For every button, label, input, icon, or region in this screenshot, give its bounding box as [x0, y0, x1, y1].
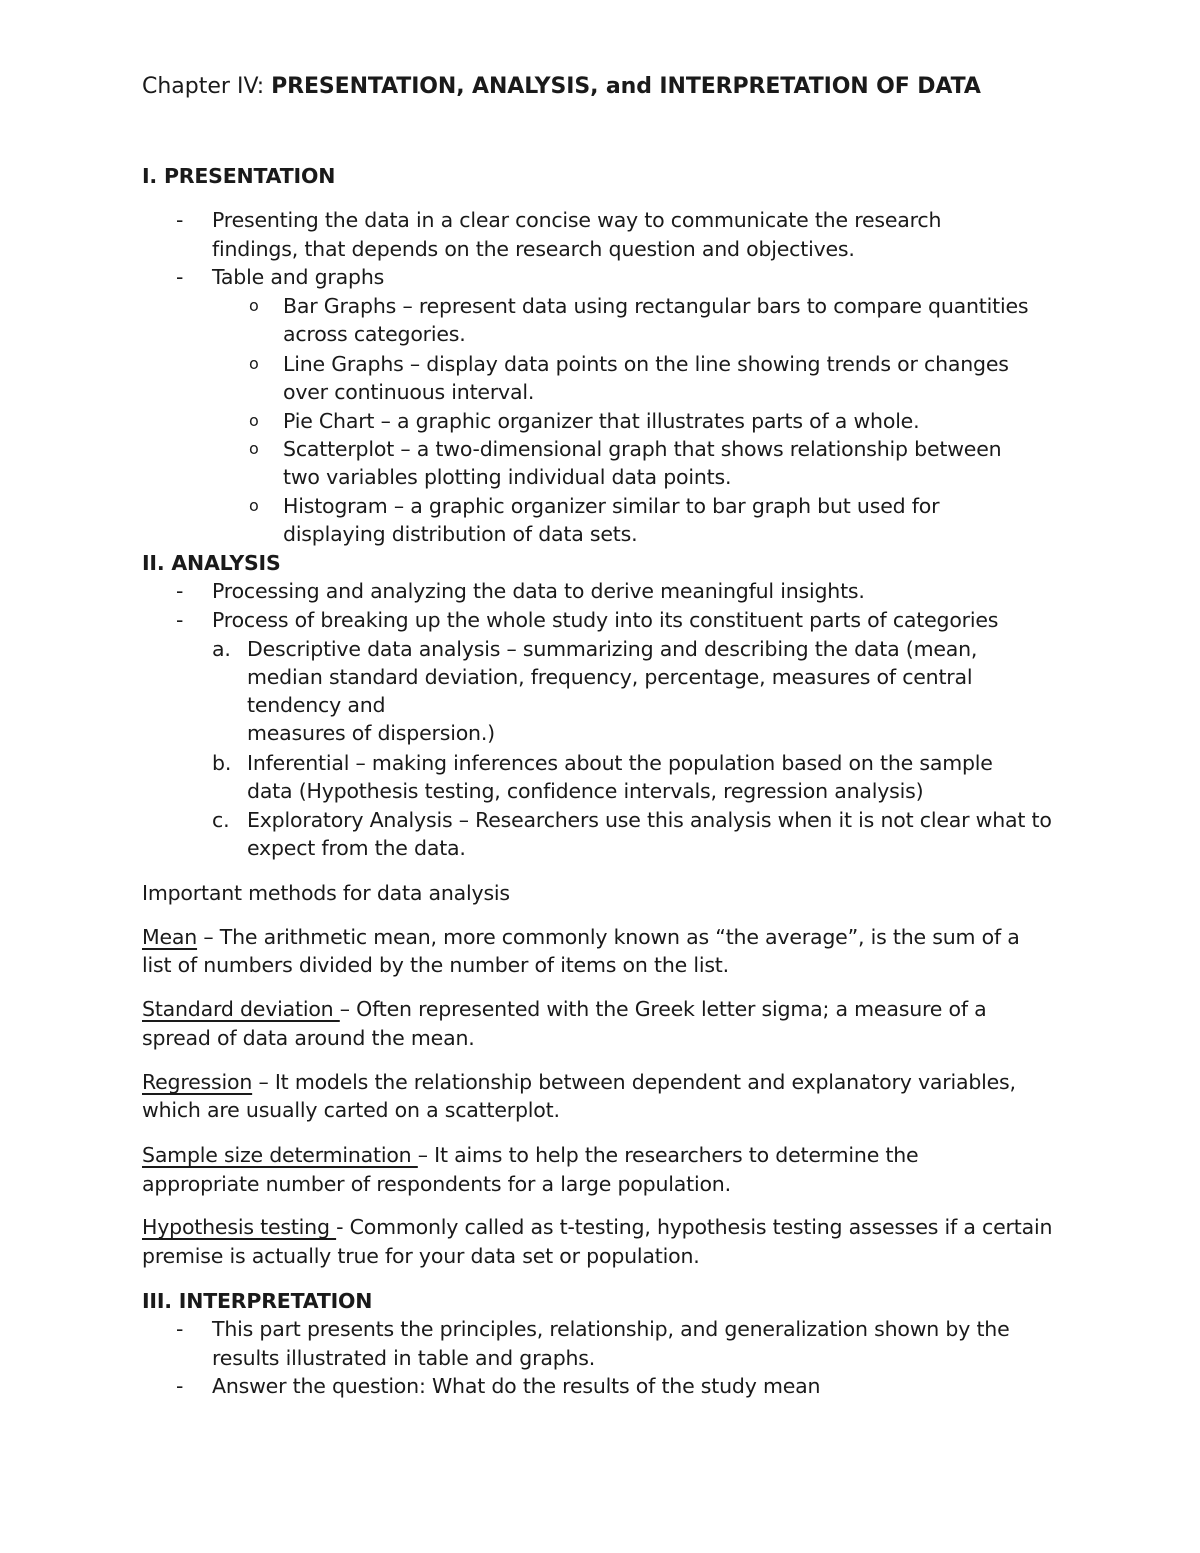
sample-size-definition: – It aims to help the researchers to determine the: [417, 1143, 919, 1167]
mean-line-2: list of numbers divided by the number of items on the list.: [142, 953, 729, 977]
dash-bullet: -: [176, 1374, 184, 1398]
sample-size-line-2: appropriate number of respondents for a large population.: [142, 1172, 731, 1196]
dash-bullet: -: [176, 1317, 184, 1341]
hypothesis-line-1: [142, 1213, 1052, 1241]
interpretation-bullet-2: Answer the question: What do the results of the study mean: [212, 1374, 821, 1398]
page-title: [142, 72, 981, 102]
descriptive-line-1: Descriptive data analysis – summarizing and describing the data (mean,: [247, 637, 978, 661]
bar-graphs-line-2: across categories.: [283, 322, 466, 346]
histogram-line-1: Histogram – a graphic organizer similar to bar graph but used for: [283, 494, 940, 518]
sd-definition: – Often represented with the Greek letter sigma; a measure of a: [339, 997, 987, 1021]
pie-chart-line: Pie Chart – a graphic organizer that illustrates parts of a whole.: [283, 409, 920, 433]
regression-definition: – It models the relationship between dependent and explanatory variables,: [252, 1070, 1016, 1094]
sd-line-1: [142, 995, 987, 1023]
presentation-bullet-1-line-2: findings, that depends on the research question and objectives.: [212, 237, 855, 261]
sd-term: Standard deviation: [142, 997, 340, 1021]
hypothesis-line-2: premise is actually true for your data set or population.: [142, 1244, 700, 1268]
title-bold: PRESENTATION, ANALYSIS, and INTERPRETATION OF DATA: [271, 74, 981, 99]
presentation-bullet-1-line-1: Presenting the data in a clear concise way to communicate the research: [212, 208, 942, 232]
regression-line-1: [142, 1068, 1016, 1096]
mean-line-1: [142, 923, 1020, 951]
hypothesis-definition: - Commonly called as t-testing, hypothesis testing assesses if a certain: [336, 1215, 1053, 1239]
dash-bullet: -: [176, 579, 184, 603]
section-heading-presentation: I. PRESENTATION: [142, 164, 336, 188]
presentation-bullet-2: Table and graphs: [212, 265, 385, 289]
inferential-line-1: Inferential – making inferences about the population based on the sample: [247, 751, 993, 775]
descriptive-line-4: measures of dispersion.): [247, 721, 495, 745]
dash-bullet: -: [176, 208, 184, 232]
circle-bullet: o: [249, 496, 259, 515]
title-lead: Chapter IV:: [142, 74, 272, 99]
hypothesis-term: Hypothesis testing: [142, 1215, 337, 1239]
methods-intro: Important methods for data analysis: [142, 881, 510, 905]
analysis-bullet-1: Processing and analyzing the data to derive meaningful insights.: [212, 579, 865, 603]
circle-bullet: o: [249, 411, 259, 430]
list-marker-c: c.: [212, 808, 230, 832]
sd-line-2: spread of data around the mean.: [142, 1026, 475, 1050]
section-heading-analysis: II. ANALYSIS: [142, 551, 281, 575]
regression-term: Regression: [142, 1070, 253, 1094]
scatterplot-line-2: two variables plotting individual data points.: [283, 465, 732, 489]
sample-size-line-1: [142, 1141, 918, 1169]
descriptive-line-2: median standard deviation, frequency, percentage, measures of central: [247, 665, 973, 689]
list-marker-b: b.: [212, 751, 232, 775]
mean-definition: – The arithmetic mean, more commonly known as “the average”, is the sum of a: [197, 925, 1020, 949]
analysis-bullet-2: Process of breaking up the whole study into its constituent parts of categories: [212, 608, 999, 632]
list-marker-a: a.: [212, 637, 231, 661]
exploratory-line-2: expect from the data.: [247, 836, 466, 860]
interpretation-bullet-1-line-2: results illustrated in table and graphs.: [212, 1346, 596, 1370]
inferential-line-2: data (Hypothesis testing, confidence intervals, regression analysis): [247, 779, 924, 803]
circle-bullet: o: [249, 354, 259, 373]
descriptive-line-3: tendency and: [247, 693, 386, 717]
exploratory-line-1: Exploratory Analysis – Researchers use this analysis when it is not clear what to: [247, 808, 1052, 832]
circle-bullet: o: [249, 439, 259, 458]
dash-bullet: -: [176, 265, 184, 289]
scatterplot-line-1: Scatterplot – a two-dimensional graph that shows relationship between: [283, 437, 1002, 461]
circle-bullet: o: [249, 296, 259, 315]
line-graphs-line-2: over continuous interval.: [283, 380, 535, 404]
interpretation-bullet-1-line-1: This part presents the principles, relationship, and generalization shown by the: [212, 1317, 1010, 1341]
line-graphs-line-1: Line Graphs – display data points on the line showing trends or changes: [283, 352, 1009, 376]
regression-line-2: which are usually carted on a scatterplot.: [142, 1098, 560, 1122]
bar-graphs-line-1: Bar Graphs – represent data using rectangular bars to compare quantities: [283, 294, 1029, 318]
dash-bullet: -: [176, 608, 184, 632]
sample-size-term: Sample size determination: [142, 1143, 418, 1167]
section-heading-interpretation: III. INTERPRETATION: [142, 1289, 373, 1313]
mean-term: Mean: [142, 925, 198, 949]
histogram-line-2: displaying distribution of data sets.: [283, 522, 638, 546]
